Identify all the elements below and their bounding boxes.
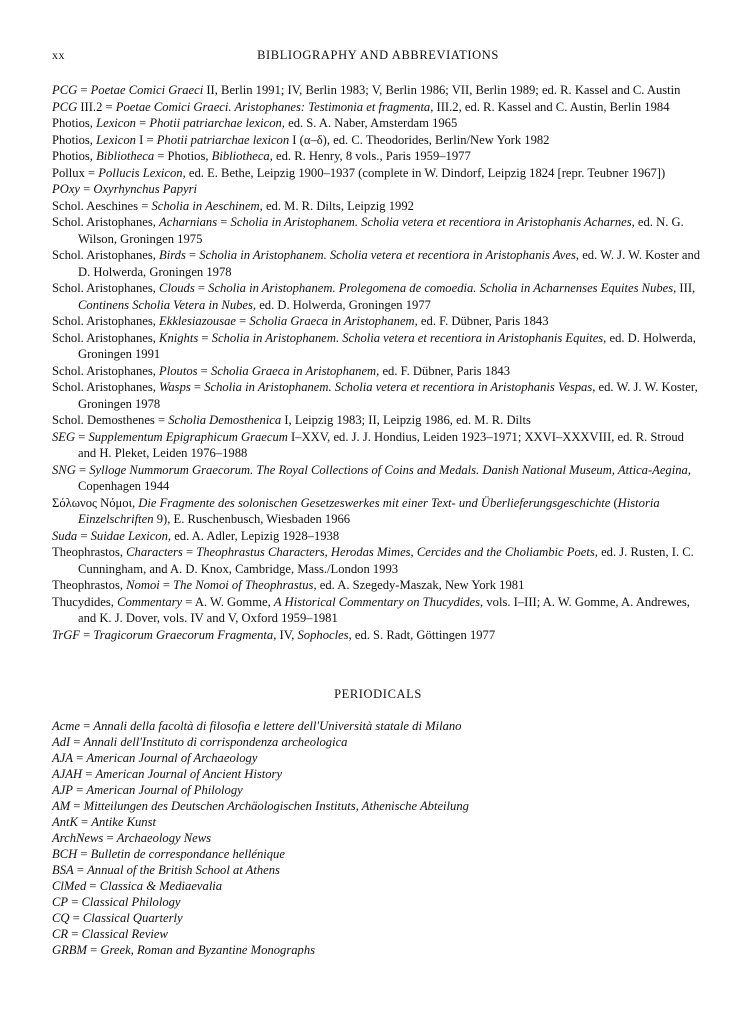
entry-segment: vols. I–III; A. W. Gomme, A. Andrewes, and K. J. Dover, vols. IV and V, Oxford 1959–1981 (78, 594, 690, 625)
entry-segment: III, (676, 281, 696, 295)
entry-segment: The Nomoi of Theophrastus, (173, 578, 317, 592)
bibliography-entry (52, 412, 704, 429)
entry-segment: Suidae Lexicon, (90, 528, 172, 543)
periodical-entry (52, 718, 704, 734)
entry-segment: Die Fragmente des solonischen Gesetzeswerkes mit einer Text- und Überlieferungsgeschichte (138, 495, 611, 510)
entry-segment: Schol. Aristophanes, (52, 281, 160, 295)
entry-segment: PCG (52, 99, 78, 114)
periodical-full-title: American Journal of Philology (86, 783, 243, 797)
entry-segment: Schol. Aeschines = (52, 198, 152, 213)
periodicals-list (52, 718, 704, 958)
periodical-abbreviation: CQ (52, 911, 70, 925)
entry-segment: Scholia Demosthenica (168, 413, 282, 427)
periodical-abbreviation: BCH (52, 847, 78, 861)
periodical-full-title: Annali della facoltà di filosofia e lettere dell'Università statale di Milano (93, 719, 462, 733)
periodical-entry (52, 846, 704, 862)
bibliography-entry (52, 280, 704, 313)
equals-sign: = (73, 863, 88, 877)
entry-segment: IV, (276, 627, 298, 642)
entry-segment: = (77, 528, 91, 543)
entry-segment: ed. D. Holwerda, Groningen 1991 (78, 330, 696, 361)
entry-segment: I–XXV, ed. J. J. Hondius, Leiden 1923–1971; XXVI–XXXVIII, ed. R. Stroud and H. Pleket, Leiden 1976–1988 (78, 429, 684, 460)
entry-segment: = (190, 380, 205, 394)
entry-segment: = (197, 363, 211, 378)
entry-segment: Acharnians (159, 215, 218, 229)
periodical-entry (52, 878, 704, 894)
entry-segment: Commentary (117, 594, 183, 609)
periodical-entry (52, 894, 704, 910)
bibliography-entry (52, 528, 704, 545)
entry-segment: PCG (52, 83, 78, 97)
entry-segment: 9), E. Ruschenbusch, Wiesbaden 1966 (153, 512, 351, 526)
entry-segment: Pollux = (52, 165, 99, 180)
bibliography-entry (52, 181, 704, 198)
equals-sign: = (77, 847, 91, 861)
entry-segment: ed. A. Adler, Lepizig 1928–1938 (171, 528, 340, 543)
periodical-abbreviation: ArchNews (52, 831, 104, 845)
bibliography-entry (52, 148, 704, 165)
entry-segment: Wasps (159, 380, 191, 394)
bibliography-entry (52, 462, 704, 495)
equals-sign: = (77, 815, 92, 829)
entry-segment: Schol. Demosthenes = (52, 413, 169, 427)
entry-segment: = (135, 116, 150, 130)
entry-segment: Theophrastos, (52, 578, 127, 592)
entry-segment: Pollucis Lexicon, (98, 165, 186, 180)
entry-segment: Scholia Graeca in Aristophanem, (249, 314, 418, 328)
bibliography-entry (52, 577, 704, 594)
entry-segment: TrGF (52, 627, 80, 642)
entry-segment: = (185, 248, 200, 262)
entry-segment: III.2 = (77, 99, 116, 114)
entry-segment: Scholia in Aristophanem. Scholia vetera et recentiora in Aristophanis Acharnes, (230, 215, 635, 229)
periodical-full-title: Annali dell'Instituto di corrispondenza archeologica (83, 735, 348, 749)
entry-segment: Schol. Aristophanes, (52, 380, 160, 394)
periodical-entry (52, 910, 704, 926)
periodical-abbreviation: CR (52, 927, 69, 941)
bibliography-list (52, 82, 704, 643)
entry-segment: ed. F. Dübner, Paris 1843 (417, 314, 549, 328)
entry-segment: ed. W. J. W. Koster and D. Holwerda, Groningen 1978 (78, 248, 701, 279)
entry-segment: Schol. Aristophanes, (52, 215, 160, 229)
bibliography-entry (52, 247, 704, 280)
entry-segment: I, Leipzig 1983; II, Leipzig 1986, ed. M. R. Dilts (281, 413, 531, 427)
entry-segment: Lexicon (96, 116, 136, 130)
entry-segment: Schol. Aristophanes, (52, 363, 160, 378)
running-head-title: BIBLIOGRAPHY AND ABBREVIATIONS (257, 48, 499, 62)
entry-segment: Birds (159, 248, 186, 262)
entry-segment: = (236, 314, 250, 328)
entry-segment: Lexicon (96, 132, 136, 147)
periodicals-heading: PERIODICALS (334, 687, 422, 701)
periodical-full-title: Bulletin de correspondance hellénique (90, 847, 285, 861)
entry-segment: Supplementum Epigraphicum Graecum (88, 429, 288, 444)
equals-sign: = (103, 831, 117, 845)
page-number: xx (52, 48, 65, 62)
entry-segment: ed. N. G. Wilson, Groningen 1975 (78, 215, 684, 246)
periodical-abbreviation: Acme (52, 719, 80, 733)
entry-segment: = (75, 462, 90, 477)
equals-sign: = (79, 719, 94, 733)
periodical-entry (52, 750, 704, 766)
periodical-entry (52, 766, 704, 782)
periodical-abbreviation: BSA (52, 863, 74, 877)
entry-segment: ed. W. J. W. Koster, Groningen 1978 (78, 380, 698, 411)
periodical-entry (52, 926, 704, 942)
periodical-entry (52, 734, 704, 750)
periodical-abbreviation: AJAH (52, 767, 83, 781)
entry-segment: SEG (52, 429, 76, 444)
bibliography-entry (52, 198, 704, 215)
entry-segment: Knights (159, 330, 199, 345)
entry-segment: = (159, 578, 174, 592)
entry-segment: Photios, (52, 116, 97, 130)
entry-segment: = A. W. Gomme, (182, 594, 274, 609)
bibliography-entry (52, 379, 704, 412)
entry-segment: = (77, 83, 91, 97)
periodical-full-title: Archaeology News (116, 831, 212, 845)
bibliography-page (52, 48, 704, 958)
bibliography-entry (52, 495, 704, 528)
entry-segment: ed. M. R. Dilts, Leipzig 1992 (262, 198, 414, 213)
entry-segment: Ploutos (159, 363, 198, 378)
bibliography-entry (52, 330, 704, 363)
entry-segment: A Historical Commentary on Thucydides, (273, 594, 484, 609)
bibliography-entry (52, 214, 704, 247)
periodical-abbreviation: ClMed (52, 879, 87, 893)
bibliography-entry (52, 115, 704, 132)
periodical-full-title: Mitteilungen des Deutschen Archäologischen Instituts, Athenische Abteilung (83, 799, 469, 813)
periodical-entry (52, 862, 704, 878)
entry-segment: Poetae Comici Graeci (90, 83, 204, 97)
periodical-abbreviation: AJP (52, 783, 73, 797)
entry-segment: Scholia in Aristophanem. Scholia vetera et recentiora in Aristophanis Equites, (211, 330, 607, 345)
bibliography-entry (52, 165, 704, 182)
entry-segment: Photii patriarchae lexicon, (149, 116, 285, 130)
periodical-abbreviation: AdI (52, 735, 71, 749)
entry-segment: = (217, 215, 231, 229)
entry-segment: Sylloge Nummorum Graecorum. The Royal Collections of Coins and Medals. Danish National Museum, Attica-Aegina, (89, 462, 691, 477)
entry-segment: Photios, (52, 132, 97, 147)
entry-segment: Nomoi (126, 578, 160, 592)
entry-segment: Tragicorum Graecorum Fragmenta, (93, 627, 277, 642)
periodical-full-title: Classical Quarterly (82, 911, 183, 925)
bibliography-entry (52, 82, 704, 99)
periodical-full-title: Classical Philology (81, 895, 181, 909)
entry-segment: = Photios, (154, 149, 212, 163)
equals-sign: = (86, 943, 101, 957)
entry-segment: Thucydides, (52, 594, 118, 609)
periodical-full-title: Antike Kunst (91, 815, 157, 829)
entry-segment: ed. F. Dübner, Paris 1843 (379, 363, 511, 378)
bibliography-entry (52, 594, 704, 627)
bibliography-entry (52, 363, 704, 380)
entry-segment: = (194, 281, 209, 295)
periodical-full-title: American Journal of Ancient History (95, 767, 283, 781)
entry-segment: Σόλωνος Νόμοι, (52, 495, 139, 510)
periodical-abbreviation: AJA (52, 751, 73, 765)
entry-segment: ed. S. A. Naber, Amsterdam 1965 (284, 116, 458, 130)
equals-sign: = (68, 895, 82, 909)
entry-segment: ed. S. Radt, Göttingen 1977 (351, 627, 496, 642)
entry-segment: Sophocles, (297, 627, 352, 642)
equals-sign: = (69, 911, 83, 925)
equals-sign: = (72, 783, 87, 797)
entry-segment: Schol. Aristophanes, (52, 314, 160, 328)
entry-segment: I = (135, 132, 157, 147)
entry-segment: Schol. Aristophanes, (52, 248, 160, 262)
entry-segment: ed. A. Szegedy-Maszak, New York 1981 (316, 578, 525, 592)
entry-segment: Scholia in Aristophanem. Prolegomena de comoedia. Scholia in Acharnenses Equites Nubes, (208, 281, 677, 295)
bibliography-entry (52, 627, 704, 644)
periodical-entry (52, 942, 704, 958)
periodical-full-title: American Journal of Archaeology (86, 751, 258, 765)
periodical-entry (52, 814, 704, 830)
entry-segment: Scholia in Aeschinem, (151, 198, 263, 213)
bibliography-entry (52, 313, 704, 330)
entry-segment: Suda (52, 528, 78, 543)
periodical-abbreviation: CP (52, 895, 69, 909)
periodical-entry (52, 830, 704, 846)
entry-segment: ed. J. Rusten, I. C. Cunningham, and A. D. Knox, Cambridge, Mass./London 1993 (78, 545, 694, 576)
equals-sign: = (72, 751, 87, 765)
entry-segment: III.2, ed. R. Kassel and C. Austin, Berlin 1984 (433, 99, 670, 114)
equals-sign: = (68, 927, 82, 941)
entry-segment: I (α–δ), ed. C. Theodorides, Berlin/New York 1982 (289, 132, 550, 147)
entry-segment: = (75, 429, 89, 444)
entry-segment: ed. D. Holwerda, Groningen 1977 (256, 297, 431, 312)
periodical-full-title: Annual of the British School at Athens (87, 863, 280, 877)
entry-segment: ( (610, 495, 618, 510)
entry-segment: ed. R. Henry, 8 vols., Paris 1959–1977 (272, 149, 471, 163)
entry-segment: Characters (126, 545, 183, 559)
entry-segment: = (80, 627, 94, 642)
entry-segment: Continens Scholia Vetera in Nubes, (78, 297, 257, 312)
entry-segment: = (79, 182, 94, 196)
entry-segment: Photios, (52, 149, 97, 163)
entry-segment: Oxyrhynchus Papyri (93, 182, 198, 196)
entry-segment: = (198, 330, 212, 345)
entry-segment: Scholia Graeca in Aristophanem, (210, 363, 380, 378)
bibliography-entry (52, 544, 704, 577)
periodical-abbreviation: GRBM (52, 943, 87, 957)
entry-segment: Clouds (159, 281, 195, 295)
equals-sign: = (70, 799, 84, 813)
entry-segment: Ekklesiazousae (159, 314, 236, 328)
entry-segment: Photii patriarchae lexicon (156, 132, 290, 147)
bibliography-entry (52, 99, 704, 116)
entry-segment: Copenhagen 1944 (78, 479, 170, 493)
periodical-entry (52, 798, 704, 814)
entry-segment: Theophrastus Characters, Herodas Mimes, Cercides and the Choliambic Poets, (196, 545, 598, 559)
running-head (52, 48, 704, 72)
bibliography-entry (52, 429, 704, 462)
entry-segment: Bibliotheca (96, 149, 155, 163)
entry-segment: = (182, 545, 197, 559)
entry-segment: II, Berlin 1991; IV, Berlin 1983; V, Berlin 1986; VII, Berlin 1989; ed. R. Kassel and C. Austin (203, 83, 681, 97)
entry-segment: POxy (52, 182, 80, 196)
equals-sign: = (86, 879, 100, 893)
entry-segment: Scholia in Aristophanem. Scholia vetera et recentiora in Aristophanis Aves, (199, 248, 580, 262)
entry-segment: Poetae Comici Graeci. Aristophanes: Testimonia et fragmenta, (115, 99, 434, 114)
entry-segment: Schol. Aristophanes, (52, 330, 160, 345)
periodical-full-title: Classical Review (81, 927, 168, 941)
periodical-full-title: Greek, Roman and Byzantine Monographs (100, 943, 316, 957)
equals-sign: = (82, 767, 96, 781)
bibliography-entry (52, 132, 704, 149)
entry-segment: Historia Einzelschriften (78, 495, 660, 526)
periodical-entry (52, 782, 704, 798)
entry-segment: SNG (52, 462, 76, 477)
entry-segment: Bibliotheca, (211, 149, 273, 163)
entry-segment: Theophrastos, (52, 545, 127, 559)
entry-segment: Scholia in Aristophanem. Scholia vetera et recentiora in Aristophanis Vespas, (204, 380, 596, 394)
entry-segment: ed. E. Bethe, Leipzig 1900–1937 (complete in W. Dindorf, Leipzig 1824 [repr. Teubner 1967]) (185, 165, 666, 180)
periodical-abbreviation: AM (52, 799, 71, 813)
periodical-abbreviation: AntK (52, 815, 78, 829)
periodical-full-title: Classica & Mediaevalia (99, 879, 223, 893)
equals-sign: = (70, 735, 84, 749)
